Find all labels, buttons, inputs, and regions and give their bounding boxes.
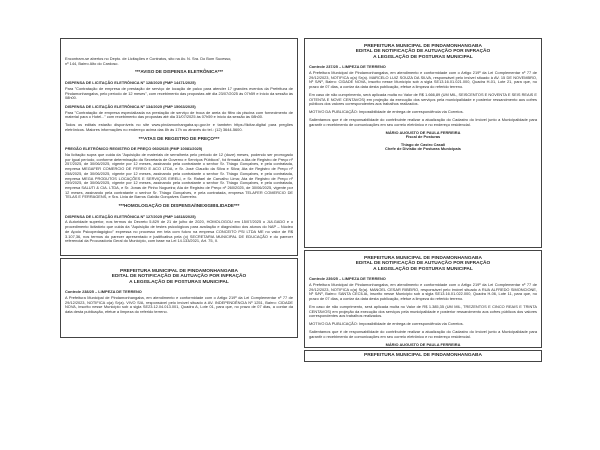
notification-box-237 xyxy=(304,38,542,248)
homologacao-title: ***HOMOLOGAÇÃO DE DISPENSA/INEXIGIBILIDADE*** xyxy=(118,203,240,209)
dispensa-128-body: Para "Contratação de empresa de prestação de serviço de locação de palco para atender 17 grandes eventos da Prefeitura de Pindamonhangaba, pelo período de 12 meses", com recebimento das propostas até dia 23/07/2025 às 07h59 e início da sessão às 08h00. xyxy=(65,85,293,101)
dispensa-127-heading: DISPENSA DE LICITAÇÃO ELETRÔNICA Nº 127/2025 (PMP 14818/2025) xyxy=(65,213,196,219)
notices-box xyxy=(60,38,298,256)
box-238-controle: Controle 238/25 – LIMPEZA DE TERRENO xyxy=(65,289,142,295)
box-237-body-3: Salientamos que é de responsabilidade do contribuinte realizar a atualização do Cadastro do Imóvel junto a Municipalidade para garantir o recebimento de comunicações em seu correio eletrônico e no endereço residencial. xyxy=(309,117,537,127)
box-239-body-3: Salientamos que é de responsabilidade do contribuinte realizar a atualização do Cadastro do Imóvel junto a Municipalidade para garantir o recebimento de comunicações em seu correio eletrônico e no endereço residencial. xyxy=(309,329,537,339)
box-237-header: PREFEITURA MUNICIPAL DE PINDAMONHANGABA EDITAL DE NOTIFICAÇÃO DE AUTUAÇÃO POR INFRAÇÃO A LEGISLAÇÃO DE POSTURAS MUNICIPAL xyxy=(355,44,491,60)
box-237-body-2: Em caso de não cumprimento, será aplicada multa no Valor de R$ 1.666,89 (UM MIL, SEISCENTOS E NOVENTA E SEIS REAIS E OITENTA E NOVE CENTAVOS) em projeção da execução dos serviços pela municipalidade e posterior ressarcimento aos cofres públicos dos valores correspondentes aos trabalhos realizados. xyxy=(309,91,537,107)
address-line-1: Encontram-se abertos no Depto. de Licitações e Contratos, sito na Av. N. Sra. Do Bom Sucesso, xyxy=(65,56,232,61)
box-237-sig2-role: Chefe de Divisão de Posturas Municipais xyxy=(385,146,461,152)
box-238-body: A Prefeitura Municipal de Pindamonhangaba, em atendimento e conformidade com o Artigo 219º da Lei Complementar nº 77 de 29/12/2023, NOTIFICA o(a) Sr(a). VIVO S/A, responsável pelo imóvel situado à AV. INDEPENDÊNCIA Nº 1251, Bairro: CIDADE NOVA, inscrito nesse Município sob a sigla SE23.12.04.013.001, Quadra A, Lote 01, para que, no prazo de 07 dias, a contar da data desta publicação, efetue a limpeza do referido terreno. xyxy=(65,294,293,315)
dispensa-127-body: A Autoridade superior, nos termos do Decreto 5.829 de 21 de julho de 2020, HOMOLOGOU em 15/07/2025 o JULGADO e o procedimento licitatório que cuida da "Aquisição de testes psicológicos para avaliação e diagnóstico dos alunos do NAP – Núcleo de Apoio Psicopedagógico" expressa no processo em tela com fulcro na empresa CONCEITO PSI LTDA ME no valor de R$ 3.107,36, nos termos do parecer apresentado e justificativa pela (o) SECRETARIA MUNICIPAL DE EDUCAÇÃO e do parecer referencial da Procuradoria Geral do Município, com base na Lei 14.133/2021, Art. 75, II. xyxy=(65,219,293,244)
dispensa-134-body: Para "Contratação de empresa especializada na prestação de serviço de troca de areia do filtro da piscina com fornecimento de material para o Hotel..." com recebimento das propostas até dia 31/07/2025 às 07h59 e início da sessão às 08h00. xyxy=(65,109,293,120)
box-cut-header: PREFEITURA MUNICIPAL DE PINDAMONHANGABA xyxy=(364,353,482,358)
box-237-controle: Controle 237/25 – LIMPEZA DE TERRENO xyxy=(309,64,386,70)
pregao-060-heading: PREGÃO ELETRÔNICO REGISTRO DE PREÇO 060/2025 (PMP 10081/2025) xyxy=(65,146,203,152)
box-237-signature-1 xyxy=(309,131,537,140)
box-239-sig1-name: MÁRIO AUGUSTO DE PAULA FERREIRA xyxy=(385,341,461,347)
box-237-sig1-role: Fiscal de Posturas xyxy=(405,134,441,140)
box-239-sig1-role xyxy=(309,347,537,348)
editais-info: Todos os editais estarão disponíveis no site www.pindamonhangaba.sp.gov.br e também https://licitar.digital para pregões eletrônicos. Maiores informações no endereço acima das 8h às 17h ou através do tel.: (12) 3644-5600. xyxy=(65,122,293,132)
notification-box-238 xyxy=(60,258,298,338)
address-line-2: nº 144, Bairro Alto do Cardoso. xyxy=(65,60,119,66)
box-237-motivo: MOTIVO DA PUBLICAÇÃO: Impossibilidade de entrega de correspondência via Correios. xyxy=(309,109,464,115)
box-239-body-2: Em caso de não cumprimento, será aplicada multa no Valor de R$ 1.385,35 (UM MIL, TREZENTOS E CINCO REAIS E TRINTA CENTAVOS) em projeção da execução dos serviços pela municipalidade e posterior ressarcimento aos cofres públicos dos valores correspondentes aos trabalhos realizados. xyxy=(309,303,537,319)
box-239-signature-1 xyxy=(309,343,537,348)
box-238-header: PREFEITURA MUNICIPAL DE PINDAMONHANGABA EDITAL DE NOTIFICAÇÃO DE AUTUAÇÃO POR INFRAÇÃO A LEGISLAÇÃO DE POSTURAS MUNICIPAL xyxy=(111,269,247,285)
dispensa-134-heading: DISPENSA DE LICITAÇÃO ELETRÔNICA Nº 134/2025 (PMP 15063/2025) xyxy=(65,103,196,109)
box-239-header: PREFEITURA MUNICIPAL DE PINDAMONHANGABA EDITAL DE NOTIFICAÇÃO DE AUTUAÇÃO POR INFRAÇÃO A LEGISLAÇÃO DE POSTURAS MUNICIPAL xyxy=(355,256,491,272)
box-239-motivo: MOTIVO DA PUBLICAÇÃO: Impossibilidade de entrega de correspondência via Correios. xyxy=(309,321,464,327)
left-column xyxy=(60,38,298,338)
dispensa-128-heading: DISPENSA DE LICITAÇÃO ELETRÔNICA Nº 128/2025 (PMP 14471/2025) xyxy=(65,80,196,86)
aviso-title: ***AVISO DE DISPENSA ELETRÔNICA*** xyxy=(134,69,224,75)
box-237-sig1-name: MÁRIO AUGUSTO DE PAULA FERREIRA xyxy=(385,129,461,135)
atas-title: ***ATAS DE REGISTRO DE PREÇO*** xyxy=(138,135,220,141)
pregao-060-body: Na licitação supra que cuida da "Aquisição de materiais de serralheria pelo período de 12 (doze) meses, podendo ser prorrogado por igual período, conforme determinação da Secretaria de Governo e Serviços Públicos", foi firmada a Ata de Registro de Preço nº 257/2025, de 30/06/2025, vigente por 12 meses, assinando pela contratante o senhor Sr. Thiago Gonçalves, e pela contratada, empresa MEGAFER COMERCIO DE FERRO E ACO LTDA, e Sr. José Claudio da Silva e Silva; Ata de Registro de Preço nº 258/2025, de 30/06/2025, vigente por 12 meses, assinando pela contratante o senhor Sr. Thiago Gonçalves, e pela contratada, empresa MEGA PRODUTOS LOCAÇÕES E SERVIÇOS EIRELI, e Sr. Rafael de Carvalho Lima; Ata de Registro de Preço nº 259/2025, de 30/06/2025, vigente por 12 meses, assinando pela contratante o senhor Sr. Thiago Gonçalves, e pela contratada, empresa SALUTI & CIA. LTDA, e Sr. Jonas de Pinho Nogueira; Ata de Registro de Preço nº 260/2025, de 30/06/2025, vigente por 12 meses, assinando pela contratante o senhor Sr. Thiago Gonçalves, e pela contratada, empresa TELAFER COMERCIO DE TELAS E FERRAGENS, e Sra. Livia de Barros Galvão Gonçalves Guerreiro. xyxy=(65,152,293,200)
notification-box-cut xyxy=(304,350,542,362)
box-237-sig2-name: Thiago de Castro Casali xyxy=(400,141,446,147)
box-239-controle: Controle 239/25 – LIMPEZA DE TERRENO xyxy=(309,276,386,282)
box-237-body-1: A Prefeitura Municipal de Pindamonhangaba, em atendimento e conformidade com o Artigo 219º da Lei Complementar nº 77 de 29/12/2023, NOTIFICA o(a) Sr(a). MARCELO LUIZ SOUZA DA SILVA, responsável pelo imóvel situado à AV. 15 DE NOVEMBRO, Nº S/Nº, Bairro: CIDADE NOVA, inscrito nesse Município sob a sigla SE13.16.01.021.000, Quadra H-01, Lote 21, para que, no prazo de 07 dias, a contar da data desta publicação, efetue a limpeza do referido terreno. xyxy=(309,69,537,90)
box-237-signature-2 xyxy=(309,143,537,152)
box-239-body-1: A Prefeitura Municipal de Pindamonhangaba, em atendimento e conformidade com o Artigo 219º da Lei Complementar nº 77 de 29/12/2023, NOTIFICA o(a) Sr(a). MANOEL CESAR RIBEIRO, responsável pelo imóvel situado à RUA ALFREDO SIMONCIONE, Nº S/Nº, Bairro: SANTA CECÍLIA, inscrito nesse Município sob a sigla SE13.16.01.022.000, Quadra H-06, Lote 11, para que, no prazo de 07 dias, a contar da data desta publicação, efetue a limpeza do referido terreno. xyxy=(309,281,537,302)
notification-box-239 xyxy=(304,250,542,348)
right-column xyxy=(304,38,542,362)
